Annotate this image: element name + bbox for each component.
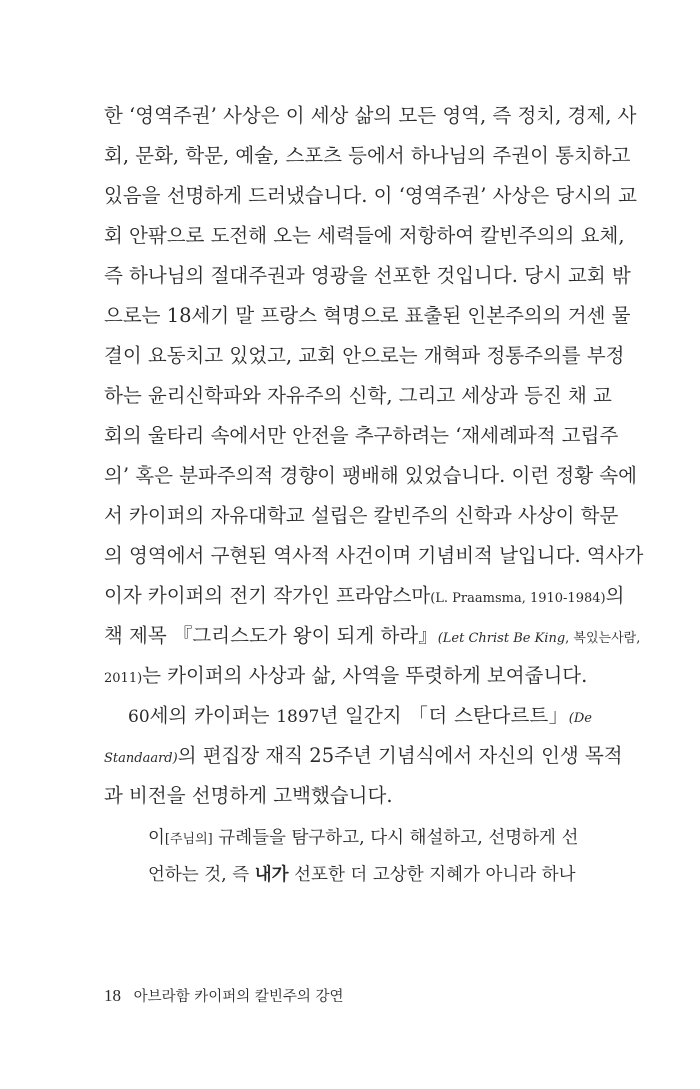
text-run: 규례들을 탐구하고, 다시 해설하고, 선명하게 선 [212,828,579,848]
editorial-insertion: [주님의] [164,832,213,847]
emphasis-text: 내가 [254,865,289,885]
text-line [104,656,592,696]
paragraph-start-line [104,696,592,736]
text-line [104,576,625,616]
year-number: 1897 [276,707,320,727]
text-run: 의 [605,584,625,607]
newspaper-name: Standaard) [104,751,178,766]
text-run: 이 [148,828,165,848]
publication-year: 2011) [104,671,143,686]
page-footer [104,985,344,1006]
text-line: 의’ 혹은 분파주의적 경향이 팽배해 있었습니다. 이런 정황 속에 [104,464,637,487]
text-run: 이자 카이퍼의 전기 작가인 프라암스마 [104,584,431,607]
text-run: 는 카이퍼의 사상과 삶, 사역을 뚜렷하게 보여줍니다. [142,664,588,687]
text-run: 언하는 것, 즉 [148,865,255,885]
age-number: 60 [128,707,150,727]
text-line: 으로는 18세기 말 프랑스 혁명으로 표출된 인본주의의 거센 물 [104,304,631,327]
text-line: 즉 하나님의 절대주권과 영광을 선포한 것입니다. 당시 교회 밖 [104,264,631,287]
text-line: 결이 요동치고 있었고, 교회 안으로는 개혁파 정통주의를 부정 [104,344,625,367]
text-line: 회 안팎으로 도전해 오는 세력들에 저항하여 칼빈주의의 요체, [104,224,625,247]
running-title: 아브라함 카이퍼의 칼빈주의 강연 [133,989,344,1005]
text-line [104,736,623,776]
text-run: 책 제목 『그리스도가 왕이 되게 하라』 [104,624,438,647]
text-line: 과 비전을 선명하게 고백했습니다. [104,784,393,807]
publisher-citation: , 복있는사람, [565,631,641,646]
body-text [104,96,644,816]
newspaper-name: (De [568,711,592,726]
text-line: 서 카이퍼의 자유대학교 설립은 칼빈주의 신학과 사상이 학문 [104,504,619,527]
text-line: 회의 울타리 속에서만 안전을 추구하려는 ‘재세례파적 고립주 [104,424,619,447]
quote-line [148,820,579,857]
block-quote [148,820,579,894]
author-citation: (L. Praamsma, 1910-1984) [430,591,606,606]
text-line: 한 ‘영역주권’ 사상은 이 세상 삶의 모든 영역, 즉 정치, 경제, 사 [104,104,637,127]
text-line: 있음을 선명하게 드러냈습니다. 이 ‘영역주권’ 사상은 당시의 교 [104,184,637,207]
text-run: 세의 카이퍼는 [149,704,277,727]
text-run: 의 편집장 재직 25주년 기념식에서 자신의 인생 목적 [177,744,623,767]
page-number: 18 [104,986,121,1005]
book-english-title: (Let Christ Be King [437,631,566,646]
quote-line [148,857,576,894]
text-run: 년 일간지 「더 스탄다르트」 [319,704,569,727]
text-line: 의 영역에서 구현된 역사적 사건이며 기념비적 날입니다. 역사가 [104,544,644,567]
text-line: 하는 윤리신학파와 자유주의 신학, 그리고 세상과 등진 채 교 [104,384,612,407]
text-line [104,616,641,656]
text-run: 선포한 더 고상한 지혜가 아니라 하나 [288,865,576,885]
text-line: 회, 문화, 학문, 예술, 스포츠 등에서 하나님의 주권이 통치하고 [104,144,631,167]
